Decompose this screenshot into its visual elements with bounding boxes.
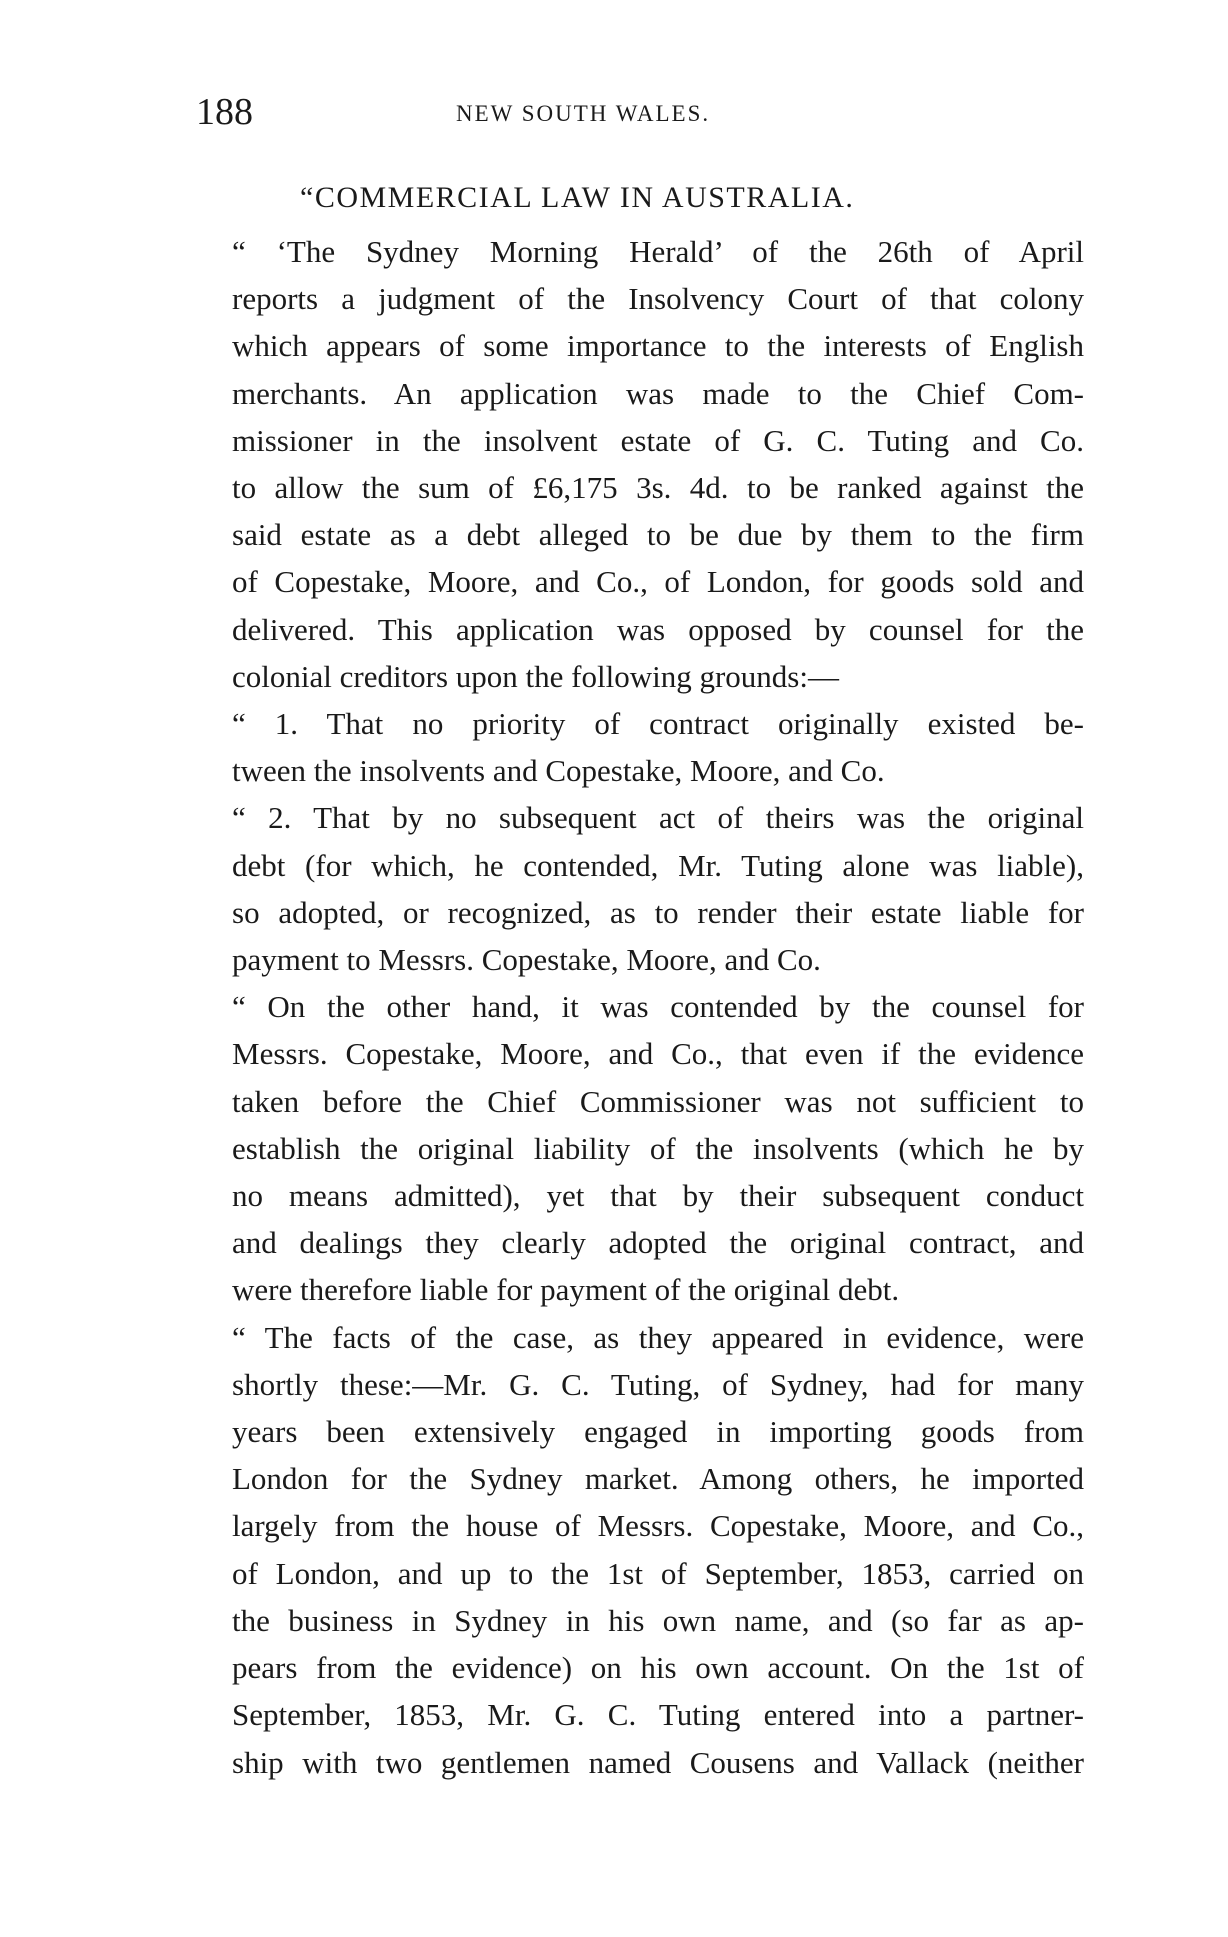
paragraph-ground-2 xyxy=(196,794,1084,983)
text-line: shortly these:—Mr. G. C. Tuting, of Sydney, had for many xyxy=(232,1366,1084,1402)
text-line: said estate as a debt alleged to be due by them to the firm xyxy=(232,517,1084,553)
paragraph-counsel xyxy=(196,983,1084,1313)
text-line: years been extensively engaged in importing goods from xyxy=(232,1414,1084,1450)
running-title: NEW SOUTH WALES. xyxy=(456,101,711,126)
text-line: Messrs. Copestake, Moore, and Co., that even if the evidence xyxy=(232,1036,1084,1072)
text-line: ship with two gentlemen named Cousens and Vallack (neither xyxy=(232,1744,1084,1780)
text-line: no means admitted), yet that by their subsequent conduct xyxy=(232,1178,1084,1214)
text-line: “ 2. That by no subsequent act of theirs was the original xyxy=(232,800,1084,836)
text-line: tween the insolvents and Copestake, Moore, and Co. xyxy=(232,753,885,789)
text-line: the business in Sydney in his own name, and (so far as ap- xyxy=(232,1602,1084,1638)
text-line: debt (for which, he contended, Mr. Tuting alone was liable), xyxy=(232,847,1084,883)
text-line: to allow the sum of £6,175 3s. 4d. to be ranked against the xyxy=(232,470,1084,506)
text-line: of London, and up to the 1st of September, 1853, carried on xyxy=(232,1555,1084,1591)
section-heading: “COMMERCIAL LAW IN AUSTRALIA. xyxy=(300,181,855,214)
text-line: September, 1853, Mr. G. C. Tuting entered into a partner- xyxy=(232,1697,1084,1733)
text-line: taken before the Chief Commissioner was not sufficient to xyxy=(232,1083,1084,1119)
text-line: were therefore liable for payment of the original debt. xyxy=(232,1272,900,1308)
text-line: “ The facts of the case, as they appeared in evidence, were xyxy=(232,1319,1084,1355)
text-line: of Copestake, Moore, and Co., of London, for goods sold and xyxy=(232,564,1084,600)
text-line: so adopted, or recognized, as to render their estate liable for xyxy=(232,894,1084,930)
text-line: “ On the other hand, it was contended by the counsel for xyxy=(232,989,1084,1025)
body-text xyxy=(196,228,1084,1786)
text-line: “ ‘The Sydney Morning Herald’ of the 26th of April xyxy=(232,234,1084,269)
paragraph-ground-1 xyxy=(196,700,1084,794)
running-head xyxy=(196,90,1084,134)
paragraph-facts xyxy=(196,1314,1084,1786)
book-page xyxy=(196,90,1084,1786)
text-line: colonial creditors upon the following grounds:— xyxy=(232,658,839,694)
text-line: which appears of some importance to the interests of English xyxy=(232,328,1084,364)
text-line: delivered. This application was opposed by counsel for the xyxy=(232,611,1084,647)
paragraph-intro xyxy=(196,228,1084,700)
text-line: London for the Sydney market. Among others, he imported xyxy=(232,1461,1084,1497)
text-line: and dealings they clearly adopted the original contract, and xyxy=(232,1225,1084,1261)
page-number: 188 xyxy=(196,91,253,133)
text-line: reports a judgment of the Insolvency Court of that colony xyxy=(232,281,1084,317)
text-line: pears from the evidence) on his own account. On the 1st of xyxy=(232,1650,1084,1686)
text-line: establish the original liability of the insolvents (which he by xyxy=(232,1130,1084,1166)
text-line: merchants. An application was made to the Chief Com- xyxy=(232,375,1084,411)
text-line: missioner in the insolvent estate of G. C. Tuting and Co. xyxy=(232,422,1084,458)
text-line: “ 1. That no priority of contract originally existed be- xyxy=(232,706,1084,742)
text-line: payment to Messrs. Copestake, Moore, and Co. xyxy=(232,942,821,978)
text-line: largely from the house of Messrs. Copestake, Moore, and Co., xyxy=(232,1508,1084,1544)
